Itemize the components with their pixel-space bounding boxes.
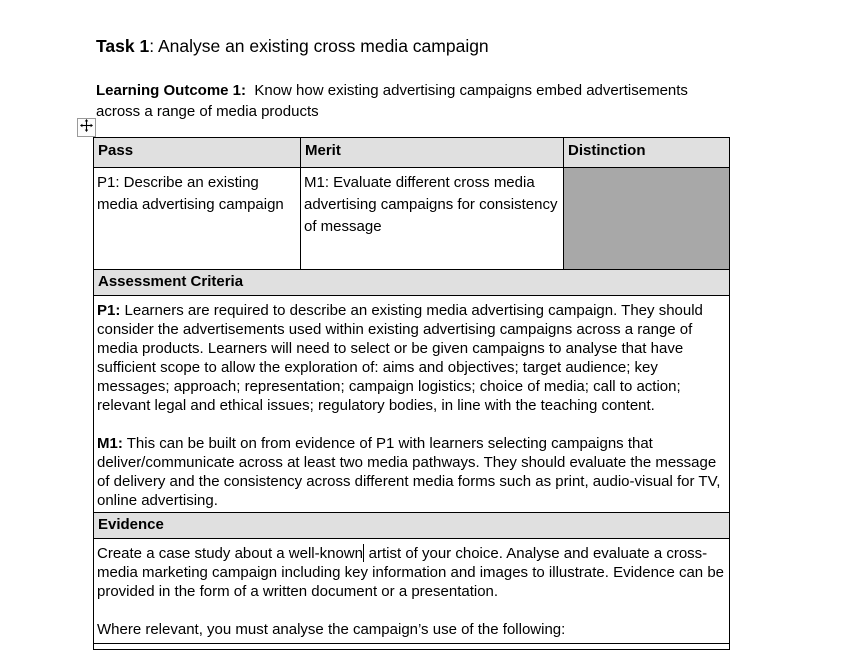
grading-criteria-row (94, 168, 730, 270)
header-pass-label: Pass (98, 142, 134, 159)
evidence-heading: Evidence (98, 516, 164, 533)
header-cell-distinction[interactable] (564, 138, 730, 168)
p1-paragraph (97, 301, 726, 415)
learning-outcome (96, 80, 732, 122)
table-move-handle[interactable] (77, 118, 96, 137)
merit-criteria-text: M1: Evaluate different cross media advertising campaigns for consistency of message (304, 174, 558, 235)
evidence-header-row (94, 513, 730, 539)
table-row-partial (94, 644, 730, 650)
learning-outcome-text: Know how existing advertising campaigns embed advertisements across a range of media products (96, 82, 693, 120)
evidence-body[interactable] (94, 539, 730, 644)
task-title-bold: Task 1 (96, 36, 150, 56)
evidence-text-after-cursor: artist of your choice. Analyse and evaluate a cross-media marketing campaign including key information and images to illustrate. Evidence can be provided in the form of a written document or a presentation. (97, 545, 725, 600)
cell-pass-criteria[interactable] (94, 168, 301, 270)
header-cell-pass[interactable] (94, 138, 301, 168)
p1-text: Learners are required to describe an existing media advertising campaign. They should consider the advertisements used within existing advertising campaigns across a range of media products. Learners will need to select or be given campaigns to analyse that have sufficient scope to allow the exploration of: aims and objectives; target audience; key messages; approach; representation; campaign logistics; choice of media; call to action; relevant legal and ethical issues; regulatory bodies, in line with the teaching content. (97, 302, 703, 414)
assessment-criteria-body[interactable] (94, 296, 730, 513)
cell-merit-criteria[interactable] (301, 168, 564, 270)
assessment-criteria-header-row (94, 270, 730, 296)
grading-table (93, 137, 730, 650)
assessment-criteria-heading: Assessment Criteria (98, 273, 244, 290)
cell-distinction-criteria[interactable] (564, 168, 730, 270)
learning-outcome-label: Learning Outcome 1: (96, 82, 247, 99)
pass-criteria-text: P1: Describe an existing media advertising campaign (97, 174, 284, 213)
header-merit-label: Merit (305, 142, 341, 159)
evidence-instruction: Where relevant, you must analyse the campaign’s use of the following: (97, 621, 566, 638)
evidence-body-row (94, 539, 730, 644)
assessment-criteria-body-row (94, 296, 730, 513)
task-title (96, 36, 489, 57)
evidence-paragraph (97, 544, 726, 601)
m1-paragraph (97, 434, 726, 510)
move-arrows-icon (80, 119, 93, 137)
evidence-header[interactable] (94, 513, 730, 539)
header-distinction-label: Distinction (568, 142, 646, 159)
task-title-text: : Analyse an existing cross media campaign (149, 36, 489, 56)
assessment-criteria-header[interactable] (94, 270, 730, 296)
partial-row-cell[interactable] (94, 644, 730, 650)
m1-label: M1: (97, 435, 123, 452)
p1-label: P1: (97, 302, 121, 319)
grading-header-row (94, 138, 730, 168)
evidence-text-before-cursor: Create a case study about a well-known (97, 545, 363, 562)
m1-text: This can be built on from evidence of P1 with learners selecting campaigns that deliver/communicate across at least two media pathways. They should evaluate the message of delivery and the consistency across different media forms such as print, audio-visual for TV, online advertising. (97, 435, 721, 509)
header-cell-merit[interactable] (301, 138, 564, 168)
